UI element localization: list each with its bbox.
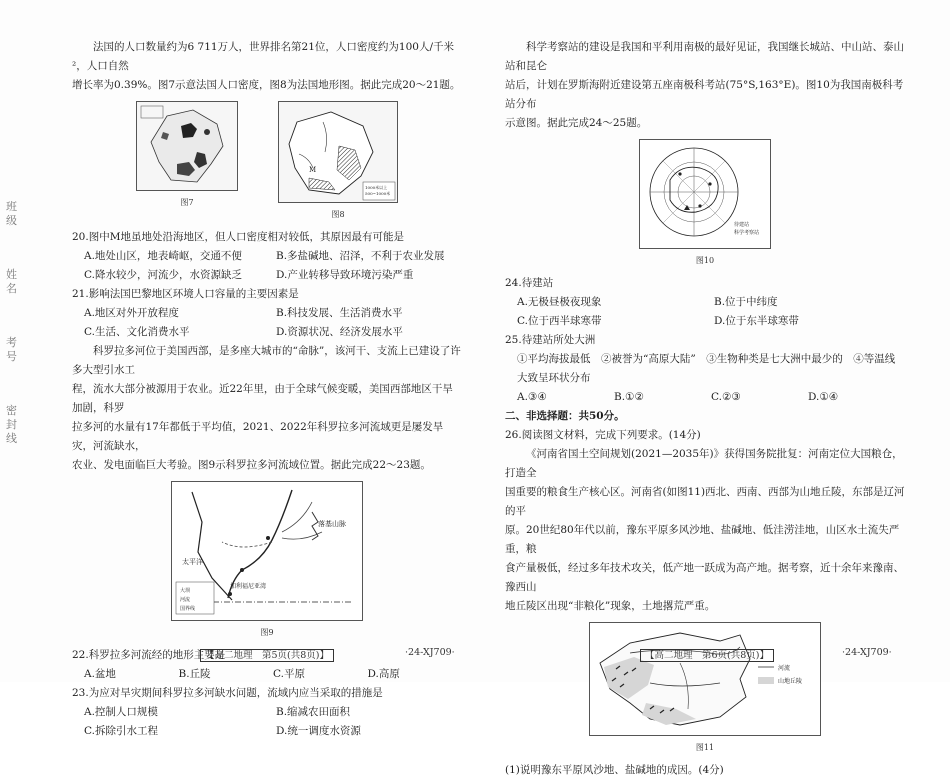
question-21: 21.影响法国巴黎地区环境人口容量的主要因素是 — [72, 288, 299, 300]
question-23-options — [72, 703, 462, 741]
option: A.地区对外开放程度 — [84, 307, 179, 319]
question-24: 24.待建站 — [505, 277, 554, 289]
fig10-legend-item: 科学考察站 — [734, 230, 760, 236]
question-20: 20.图中M地虽地处沿海地区，但人口密度相对较低，其原因最有可能是 — [72, 231, 404, 243]
option: C.生活、文化消费水平 — [84, 326, 190, 338]
gutter-label: 密封线 — [6, 404, 17, 445]
question-22: 22.科罗拉多河流经的地形主要是 — [72, 649, 226, 661]
option: A.③④ — [517, 391, 547, 403]
option: B.缩减农田面积 — [276, 706, 351, 718]
binding-gutter — [6, 200, 28, 446]
option: C.②③ — [711, 391, 741, 403]
fig8-legend-item: 500~1000米 — [365, 191, 391, 196]
option: D.统一调度水资源 — [276, 725, 361, 737]
option: A.无极昼极夜现象 — [517, 296, 602, 308]
question-26-part-1: (1)说明豫东平原风沙地、盐碱地的成因。(4分) — [505, 764, 724, 776]
question-21-options — [72, 304, 462, 342]
fig9-label: 落基山脉 — [318, 520, 346, 528]
question-25-options — [505, 388, 905, 407]
option: C.平原 — [273, 668, 305, 680]
option: B.丘陵 — [178, 668, 211, 680]
right-footer-title: 【高二地理 第6页(共8页)】 — [640, 647, 774, 661]
antarctica-stations-map — [639, 139, 771, 249]
france-terrain-map — [278, 101, 398, 203]
figure-8 — [278, 101, 398, 224]
fig11-legend-item: 山地丘陵 — [778, 678, 803, 685]
intro-26: 《河南省国土空间规划(2021—2035年)》获得国务院批复：河南定位大国粮仓，打造全 国重要的粮食生产核心区。河南省(如图11)西北、西南、西部为山地丘陵，东部是辽河的平 原。20世纪80年代以前，豫东平原多风沙地、盐碱地、低洼涝洼地，山区水土流失严重，粮 食产量极低，经过多年技术攻关，低产地一跃成为高产地。据考察，近十余年来豫南、豫西山 地丘陵区出现“非粮化”现象，土地撂荒严重。 — [505, 448, 905, 612]
intro-22-23: 科罗拉多河位于美国西部，是多座大城市的“命脉”，该河干、支流上已建设了许多大型引水工 程，流水大部分被源用于农业。近22年里，由于全球气候变暖，美国西部地区干旱加剧，科罗 拉多河的水量有17年都低于平均值，2021、2022年科罗拉多河流域更是屡发旱灾，河流缺水， 农业、发电面临巨大考验。图9示科罗拉多河流域位置。据此完成22～23题。 — [72, 345, 461, 471]
gutter-label: 姓名 — [6, 268, 17, 295]
option: D.高原 — [367, 668, 400, 680]
fig8-legend-item: 1000米以上 — [365, 185, 388, 190]
right-page — [505, 38, 905, 780]
left-footer-code: ·24-XJ709· — [405, 647, 455, 658]
svg-text:M: M — [309, 166, 317, 174]
option: B.位于中纬度 — [714, 296, 778, 308]
option: A.控制人口规模 — [84, 706, 158, 718]
figure-9 — [171, 481, 363, 642]
fig9-label: 太平洋 — [182, 558, 203, 566]
figure-9-row — [72, 481, 462, 642]
option: D.资源状况、经济发展水平 — [276, 326, 403, 338]
option: C.降水较少，河流少，水资源缺乏 — [84, 269, 242, 281]
section-heading: 二、非选择题：共50分。 — [505, 410, 625, 422]
question-20-options — [72, 247, 462, 285]
figure-7-caption: 图7 — [180, 198, 194, 207]
option: D.位于东半球寒带 — [714, 315, 799, 327]
figure-11 — [589, 622, 821, 757]
option: D.产业转移导致环境污染严重 — [276, 269, 414, 281]
fig10-legend-item: 待建站 — [734, 222, 750, 228]
question-23: 23.为应对旱灾期间科罗拉多河缺水问题，流域内应当采取的措施是 — [72, 687, 383, 699]
intro-24-25: 科学考察站的建设是我国和平利用南极的最好见证，我国继长城站、中山站、泰山站和昆仑 站后，计划在罗斯海附近建设第五座南极科考站(75°S,163°E)。图10为我国南极科考站分布 示意图。据此完成24～25题。 — [505, 41, 904, 129]
fig9-legend-item: 大坝 — [180, 588, 191, 594]
option: C.拆除引水工程 — [84, 725, 158, 737]
gutter-label: 班级 — [6, 200, 17, 227]
figure-11-row — [505, 622, 905, 757]
france-density-map — [136, 101, 238, 191]
question-26: 26.阅读图文材料，完成下列要求。(14分) — [505, 429, 701, 441]
question-22-options — [72, 665, 462, 684]
henan-map — [589, 622, 821, 736]
left-page — [72, 38, 462, 741]
figure-7 — [136, 101, 238, 224]
fig11-legend-item: 河流 — [778, 665, 791, 672]
option: D.①④ — [808, 391, 839, 403]
question-24-options — [505, 293, 905, 331]
question-25-statements: ①平均海拔最低 ②被誉为“高原大陆” ③生物种类是七大洲中最少的 ④等温线大致呈环状分布 — [517, 353, 896, 384]
figure-10 — [639, 139, 771, 270]
figure-8-caption: 图8 — [331, 210, 345, 219]
option: B.多盐碱地、沼泽，不利于农业发展 — [276, 250, 445, 262]
figure-10-caption: 图10 — [695, 256, 715, 265]
figure-10-row — [505, 139, 905, 270]
intro-20-21: 法国的人口数量约为6 711万人，世界排名第21位，人口密度约为100人/千米²，人口自然 增长率为0.39%。图7示意法国人口密度，图8为法国地形图。据此完成20～21题。 — [72, 41, 461, 91]
colorado-river-map — [171, 481, 363, 621]
option: A.地处山区，地表崎岖，交通不便 — [84, 250, 242, 262]
fig9-legend-item: 河流 — [180, 597, 191, 603]
gutter-label: 考号 — [6, 336, 17, 363]
fig9-label: 加利福尼亚湾 — [230, 583, 267, 590]
figure-11-caption: 图11 — [695, 743, 715, 752]
fig9-legend-item: 国界线 — [180, 606, 196, 612]
option: C.位于西半球寒带 — [517, 315, 602, 327]
option: A.盆地 — [84, 668, 116, 680]
right-footer-code: ·24-XJ709· — [842, 647, 892, 658]
option: B.科技发展、生活消费水平 — [276, 307, 403, 319]
figure-9-caption: 图9 — [260, 628, 274, 637]
question-25: 25.待建站所处大洲 — [505, 334, 596, 346]
option: B.①② — [614, 391, 644, 403]
figures-7-8 — [72, 101, 462, 224]
left-footer-title: 【高二地理 第5页(共8页)】 — [200, 647, 334, 661]
